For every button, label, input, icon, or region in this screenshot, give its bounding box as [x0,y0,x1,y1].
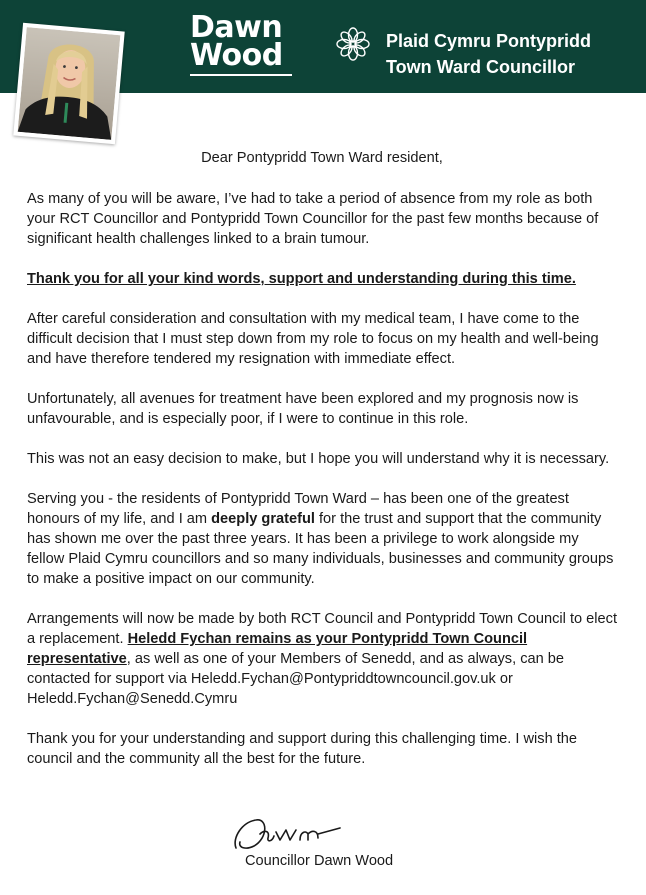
handwritten-signature [228,808,348,856]
name-logo [190,10,296,73]
paragraph-serving [27,489,617,589]
paragraph-arrangements [27,609,617,709]
paragraph-prognosis: Unfortunately, all avenues for treatment have been explored and my prognosis now is unfavourable, and is especially poor, if I were to continue in this role. [27,391,579,427]
paragraph-closing: Thank you for your understanding and support during this challenging time. I wish the council and the community all the best for the future. [27,731,578,767]
serving-text-b: for the trust and support that the community has shown me over the past three years. It has been a privilege to work alongside my fellow Plaid Cymru councillors and so many individuals, businesses and community groups to make a positive impact on our community. [27,511,614,587]
logo-first-name: Dawn [190,10,283,45]
party-line-1: Plaid Cymru Pontypridd [386,31,592,51]
arrangements-text-b: , as well as one of your Members of Senedd, and as always, can be contacted for support via Heledd.Fychan@Pontypriddtowncouncil.gov.uk or Heledd.Fychan@Senedd.Cymru [27,651,565,707]
party-role [386,28,591,80]
councillor-photo [13,23,124,144]
resignation-letter [27,148,617,789]
arrangements-text-a: Arrangements will now be made by both RCT Council and Pontypridd Town Council to elect a replacement. [27,611,618,647]
serving-bold: deeply grateful [211,511,315,527]
serving-text-a: Serving you - the residents of Pontypridd Town Ward – has been one of the greatest honours of my life, and I am [27,491,569,527]
salutation: Dear Pontypridd Town Ward resident, [201,150,443,166]
paragraph-thanks [27,269,617,289]
logo-surname: Wood [190,38,283,73]
paragraph-necessary: This was not an easy decision to make, but I hope you will understand why it is necessary. [27,451,610,467]
party-line-2: Town Ward Councillor [386,57,575,77]
thanks-text: Thank you for all your kind words, support and understanding during this time. [27,271,576,287]
signatory-name: Councillor Dawn Wood [245,853,394,869]
logo-underline [190,74,292,76]
portrait-image [18,27,121,140]
paragraph-decision: After careful consideration and consultation with my medical team, I have come to the difficult decision that I must step down from my role to focus on my health and well-being and have therefore tendered my resignation with immediate effect. [27,311,599,367]
heledd-representative-link[interactable]: Heledd Fychan remains as your Pontypridd Town Council representative [27,631,528,667]
plaid-cymru-triban-icon [335,26,371,62]
paragraph-absence: As many of you will be aware, I’ve had to take a period of absence from my role as both your RCT Councillor and Pontypridd Town Councillor for the past few months because of significant health challenges linked to a brain tumour. [27,191,599,247]
